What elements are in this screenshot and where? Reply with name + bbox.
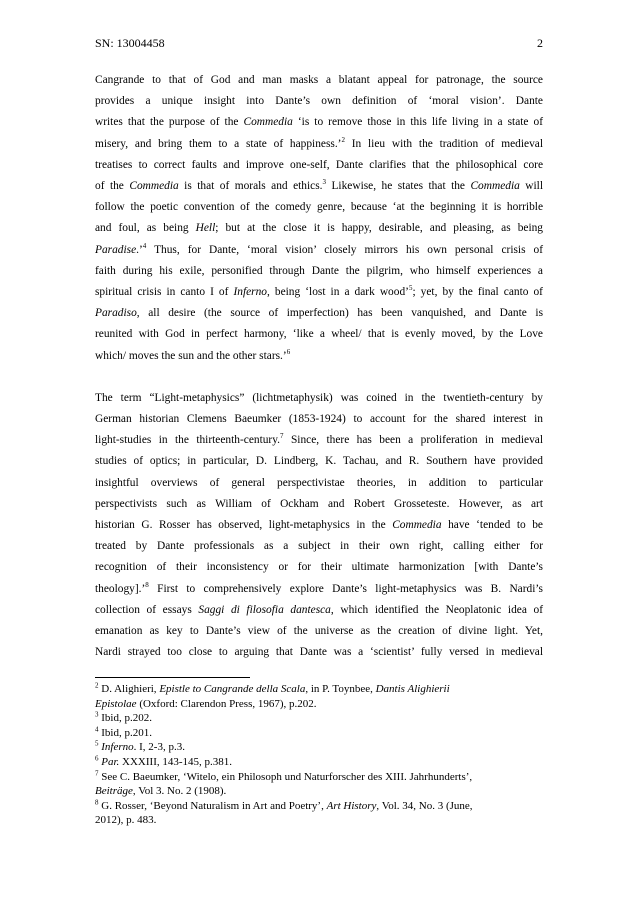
footnote-line bbox=[95, 784, 543, 799]
footnote-line bbox=[95, 813, 543, 828]
footnote-line bbox=[95, 697, 543, 712]
text-run: Likewise, he states that the bbox=[326, 180, 471, 193]
text-run: perspectivists such as William of Ockham and Robert Grosseteste. However, as art bbox=[95, 497, 543, 510]
paragraph-1-line bbox=[95, 303, 543, 324]
italic-title: Saggi di filosofia dantesca bbox=[198, 603, 331, 616]
text-run: misery, and bring them to a state of happiness.’ bbox=[95, 137, 342, 150]
text-run: light-studies in the thirteenth-century. bbox=[95, 434, 281, 447]
paragraph-2-line bbox=[95, 409, 543, 430]
footnote-marker: 2 bbox=[341, 135, 345, 144]
text-run: G. Rosser, ‘Beyond Naturalism in Art and Poetry’, bbox=[98, 799, 327, 812]
paragraph-1 bbox=[95, 70, 543, 367]
text-run: studies of optics; in particular, D. Lindberg, K. Tachau, and R. Southern have provided bbox=[95, 455, 543, 468]
italic-title: Par. bbox=[101, 755, 120, 768]
text-run: , which identified the Neoplatonic idea of bbox=[330, 603, 543, 616]
student-number: SN: 13004458 bbox=[95, 36, 165, 50]
text-run: Cangrande to that of God and man masks a blatant appeal for patronage, the source bbox=[95, 74, 543, 86]
paragraph-2-line bbox=[95, 579, 543, 600]
paragraph-2 bbox=[95, 388, 543, 664]
footnote-line bbox=[95, 711, 543, 726]
text-run: German historian Clemens Baeumker (1853-1924) to account for the shared interest in bbox=[95, 413, 543, 426]
footnote-marker: 2 bbox=[95, 681, 99, 690]
footnote-line bbox=[95, 726, 543, 741]
text-run: of the bbox=[95, 180, 130, 193]
footnote-marker: 5 bbox=[408, 284, 413, 293]
text-run: writes that the purpose of the bbox=[95, 116, 244, 129]
italic-title: Art History bbox=[326, 799, 377, 812]
footnote-line bbox=[95, 799, 543, 814]
text-run: , being ‘lost in a dark wood’ bbox=[267, 286, 409, 299]
paragraph-1-line bbox=[95, 112, 543, 133]
paragraph-2-line bbox=[95, 515, 543, 536]
text-run: have ‘tended to be bbox=[441, 519, 543, 532]
paragraph-1-line bbox=[95, 346, 543, 367]
text-run: is that of morals and ethics. bbox=[178, 180, 323, 193]
italic-title: Commedia bbox=[392, 519, 442, 532]
italic-title: Commedia bbox=[470, 180, 520, 193]
page-number: 2 bbox=[537, 36, 543, 50]
text-run: 2012), p. 483. bbox=[95, 814, 157, 827]
text-run: , in P. Toynbee, bbox=[305, 683, 376, 695]
text-run: , all desire (the source of imperfection) has been vanquished, and Dante is bbox=[136, 307, 543, 320]
italic-title: Hell bbox=[195, 222, 216, 235]
text-run: spiritual crisis in canto I of bbox=[95, 286, 234, 299]
paragraph-2-line bbox=[95, 473, 543, 494]
paragraph-1-line bbox=[95, 261, 543, 282]
text-run: See C. Baeumker, ‘Witelo, ein Philosoph und Naturforscher des XIII. Jahrhunderts’, bbox=[98, 770, 473, 783]
text-run: In lieu with the tradition of medieval bbox=[344, 137, 544, 150]
paragraph-1-line bbox=[95, 240, 543, 261]
body-text bbox=[95, 70, 543, 663]
text-run: , Vol. 34, No. 3 (June, bbox=[376, 799, 473, 812]
paragraph-2-line bbox=[95, 621, 543, 642]
paragraph-gap bbox=[95, 367, 543, 388]
text-run: collection of essays bbox=[95, 603, 199, 616]
footnote-line bbox=[95, 740, 543, 755]
paragraph-1-line bbox=[95, 218, 543, 239]
paragraph-1-line bbox=[95, 70, 543, 91]
footnote-marker: 3 bbox=[322, 178, 327, 187]
text-run: .’ bbox=[136, 243, 143, 256]
italic-title: Dantis Alighierii bbox=[375, 683, 450, 695]
text-run: Ibid, p.201. bbox=[98, 726, 152, 739]
paragraph-2-line bbox=[95, 642, 543, 663]
text-run: ‘is to remove those in this life living in a state of bbox=[292, 116, 543, 129]
text-run: emanation as key to Dante’s view of the universe as the creation of divine light. Yet, bbox=[95, 625, 543, 638]
italic-title: Inferno bbox=[233, 286, 267, 299]
text-run: historian G. Rosser has observed, light-metaphysics in the bbox=[95, 519, 393, 532]
text-run: theology].’ bbox=[95, 582, 146, 595]
text-run: D. Alighieri, bbox=[98, 683, 160, 695]
text-run: The term “Light-metaphysics” (lichtmetaphysik) was coined in the twentieth-century by bbox=[95, 391, 543, 404]
text-run: follow the poetic convention of the comedy genre, because ‘at the beginning it is horrible bbox=[95, 201, 543, 214]
footnote-marker: 3 bbox=[95, 710, 99, 719]
paragraph-2-line bbox=[95, 451, 543, 472]
text-run: Nardi strayed too close to arguing that Dante was a ‘scientist’ fully versed in medieval bbox=[95, 646, 543, 659]
footnote-marker: 8 bbox=[145, 580, 149, 589]
paragraph-2-line bbox=[95, 388, 543, 409]
text-run: recognition of their inconsistency or for their ultimate harmonization [with Dante’s bbox=[95, 561, 543, 574]
footnote-line bbox=[95, 682, 543, 697]
italic-title: Paradiso bbox=[95, 307, 137, 320]
footnote-divider bbox=[95, 677, 250, 678]
text-run: ; but at the close it is happy, desirable, and pleasing, as being bbox=[215, 222, 544, 235]
text-run: , Vol 3. No. 2 (1908). bbox=[132, 785, 227, 798]
text-run: XXXIII, 143-145, p.381. bbox=[119, 755, 233, 768]
paragraph-1-line bbox=[95, 91, 543, 112]
footnote-marker: 4 bbox=[142, 241, 147, 250]
text-run: . I, 2-3, p.3. bbox=[133, 741, 185, 754]
footnotes bbox=[95, 682, 543, 828]
paragraph-2-line bbox=[95, 600, 543, 621]
text-run: ; yet, by the final canto of bbox=[412, 286, 543, 299]
text-run: and foul, as being bbox=[95, 222, 196, 235]
footnote-marker: 6 bbox=[95, 754, 99, 763]
italic-title: Paradise bbox=[95, 243, 137, 256]
paragraph-1-line bbox=[95, 324, 543, 345]
text-run: Thus, for Dante, ‘moral vision’ closely mirrors his own personal crisis of bbox=[146, 243, 543, 256]
paragraph-2-line bbox=[95, 536, 543, 557]
text-run: Since, there has been a proliferation in medieval bbox=[283, 434, 543, 447]
italic-title: Beiträge bbox=[95, 785, 133, 798]
footnote-marker: 6 bbox=[286, 347, 291, 356]
italic-title: Epistolae bbox=[95, 697, 137, 710]
paragraph-2-line bbox=[95, 494, 543, 515]
text-run: reunited with God in perfect harmony, ‘like a wheel/ that is evenly moved, by the Love bbox=[95, 328, 543, 341]
text-run: will bbox=[519, 180, 543, 193]
text-run: Ibid, p.202. bbox=[98, 712, 152, 725]
text-run: which/ moves the sun and the other stars.’ bbox=[95, 349, 287, 362]
paragraph-1-line bbox=[95, 176, 543, 197]
footnote-line bbox=[95, 755, 543, 770]
footnote-marker: 4 bbox=[95, 725, 99, 734]
footnote-line bbox=[95, 770, 543, 785]
page-header bbox=[95, 36, 543, 51]
paragraph-1-line bbox=[95, 197, 543, 218]
paragraph-1-line bbox=[95, 155, 543, 176]
footnote-marker: 7 bbox=[95, 768, 99, 777]
text-run: faith during his exile, personified through Dante the pilgrim, who himself experiences a bbox=[95, 264, 543, 277]
paragraph-1-line bbox=[95, 134, 543, 155]
text-run: insightful overviews of general perspectivistae theories, in addition to particular bbox=[95, 476, 543, 489]
footnote-marker: 8 bbox=[95, 798, 99, 807]
text-run: (Oxford: Clarendon Press, 1967), p.202. bbox=[136, 697, 317, 710]
paragraph-1-line bbox=[95, 282, 543, 303]
italic-title: Commedia bbox=[129, 180, 179, 193]
paragraph-2-line bbox=[95, 430, 543, 451]
text-run: provides a unique insight into Dante’s own definition of ‘moral vision’. Dante bbox=[95, 95, 543, 108]
italic-title: Epistle to Cangrande della Scala bbox=[159, 683, 306, 695]
footnote-marker: 5 bbox=[95, 739, 99, 748]
text-run: treated by Dante professionals as a subject in their own right, calling either for bbox=[95, 540, 543, 553]
footnote-marker: 7 bbox=[280, 432, 284, 441]
italic-title: Inferno bbox=[101, 741, 134, 754]
paragraph-2-line bbox=[95, 557, 543, 578]
text-run: treatises to correct faults and improve one-self, Dante clarifies that the philosophical core bbox=[95, 158, 543, 171]
italic-title: Commedia bbox=[243, 116, 293, 129]
text-run: First to comprehensively explore Dante’s light-metaphysics was B. Nardi’s bbox=[148, 582, 543, 595]
